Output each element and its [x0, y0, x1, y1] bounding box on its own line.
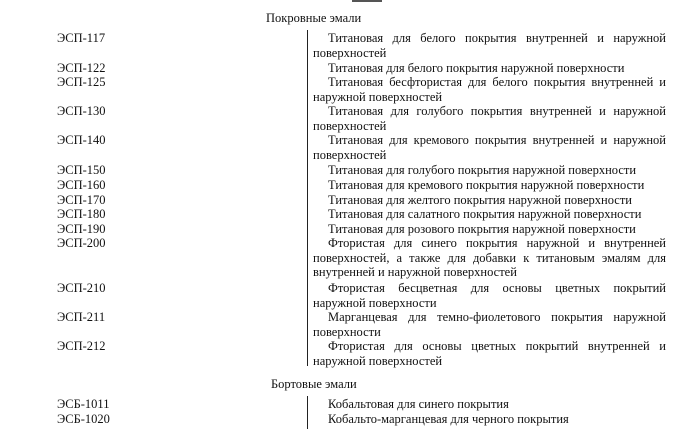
column-divider — [307, 30, 308, 366]
enamel-description: Титановая для белого покрытия наружной поверхности — [328, 61, 625, 75]
enamel-code: ЭСБ-1020 — [57, 412, 110, 426]
enamel-description: Титановая для белого покрытия внутренней и наружной поверхностей — [313, 31, 666, 60]
enamel-description: Титановая для кремового покрытия наружной поверхности — [328, 178, 645, 192]
enamel-code: ЭСП-160 — [57, 178, 106, 192]
enamel-code: ЭСП-130 — [57, 104, 106, 118]
enamel-code: ЭСП-170 — [57, 193, 106, 207]
section-title-rim-enamels: Бортовые эмали — [271, 377, 357, 391]
enamel-code: ЭСП-140 — [57, 133, 106, 147]
enamel-description: Марганцевая для темно-фиолетового покрытия наружной поверхности — [313, 310, 666, 339]
section-title-cover-enamels: Покровные эмали — [266, 11, 362, 25]
enamel-code: ЭСП-200 — [57, 236, 106, 250]
enamel-description: Титановая для розового покрытия наружной поверхности — [328, 222, 636, 236]
enamel-code: ЭСП-125 — [57, 75, 106, 89]
enamel-description: Кобальто-марганцевая для черного покрытия — [328, 412, 569, 426]
enamel-code: ЭСП-150 — [57, 163, 106, 177]
enamel-description: Титановая для голубого покрытия внутренней и наружной поверхностей — [313, 104, 666, 133]
enamel-description: Титановая бесфтористая для белого покрытия внутренней и наружной поверхностей — [313, 75, 666, 104]
enamel-code: ЭСП-190 — [57, 222, 106, 236]
enamel-description: Титановая для желтого покрытия наружной поверхности — [328, 193, 632, 207]
enamel-code: ЭСП-211 — [57, 310, 106, 324]
enamel-code: ЭСБ-1011 — [57, 397, 110, 411]
enamel-code: ЭСП-210 — [57, 281, 106, 295]
enamel-code: ЭСП-117 — [57, 31, 106, 45]
enamel-description: Титановая для салатного покрытия наружной поверхности — [328, 207, 642, 221]
enamel-code: ЭСП-122 — [57, 61, 106, 75]
enamel-description: Фтористая для основы цветных покрытий внутренней и наружной поверхностей — [313, 339, 666, 368]
enamel-description: Фтористая бесцветная для основы цветных покрытий наружной поверхности — [313, 281, 666, 310]
top-rule — [0, 0, 699, 3]
enamel-description: Кобальтовая для синего покрытия — [328, 397, 509, 411]
enamel-code: ЭСП-212 — [57, 339, 106, 353]
column-divider — [307, 396, 308, 429]
enamel-description: Титановая для кремового покрытия внутренней и наружной поверхностей — [313, 133, 666, 162]
enamel-description: Фтористая для синего покрытия наружной и внутренней поверхностей, а также для добавки к титановым эмалям для внутренней и наружной поверхностей — [313, 236, 666, 279]
enamel-description: Титановая для голубого покрытия наружной поверхности — [328, 163, 637, 177]
enamel-code: ЭСП-180 — [57, 207, 106, 221]
